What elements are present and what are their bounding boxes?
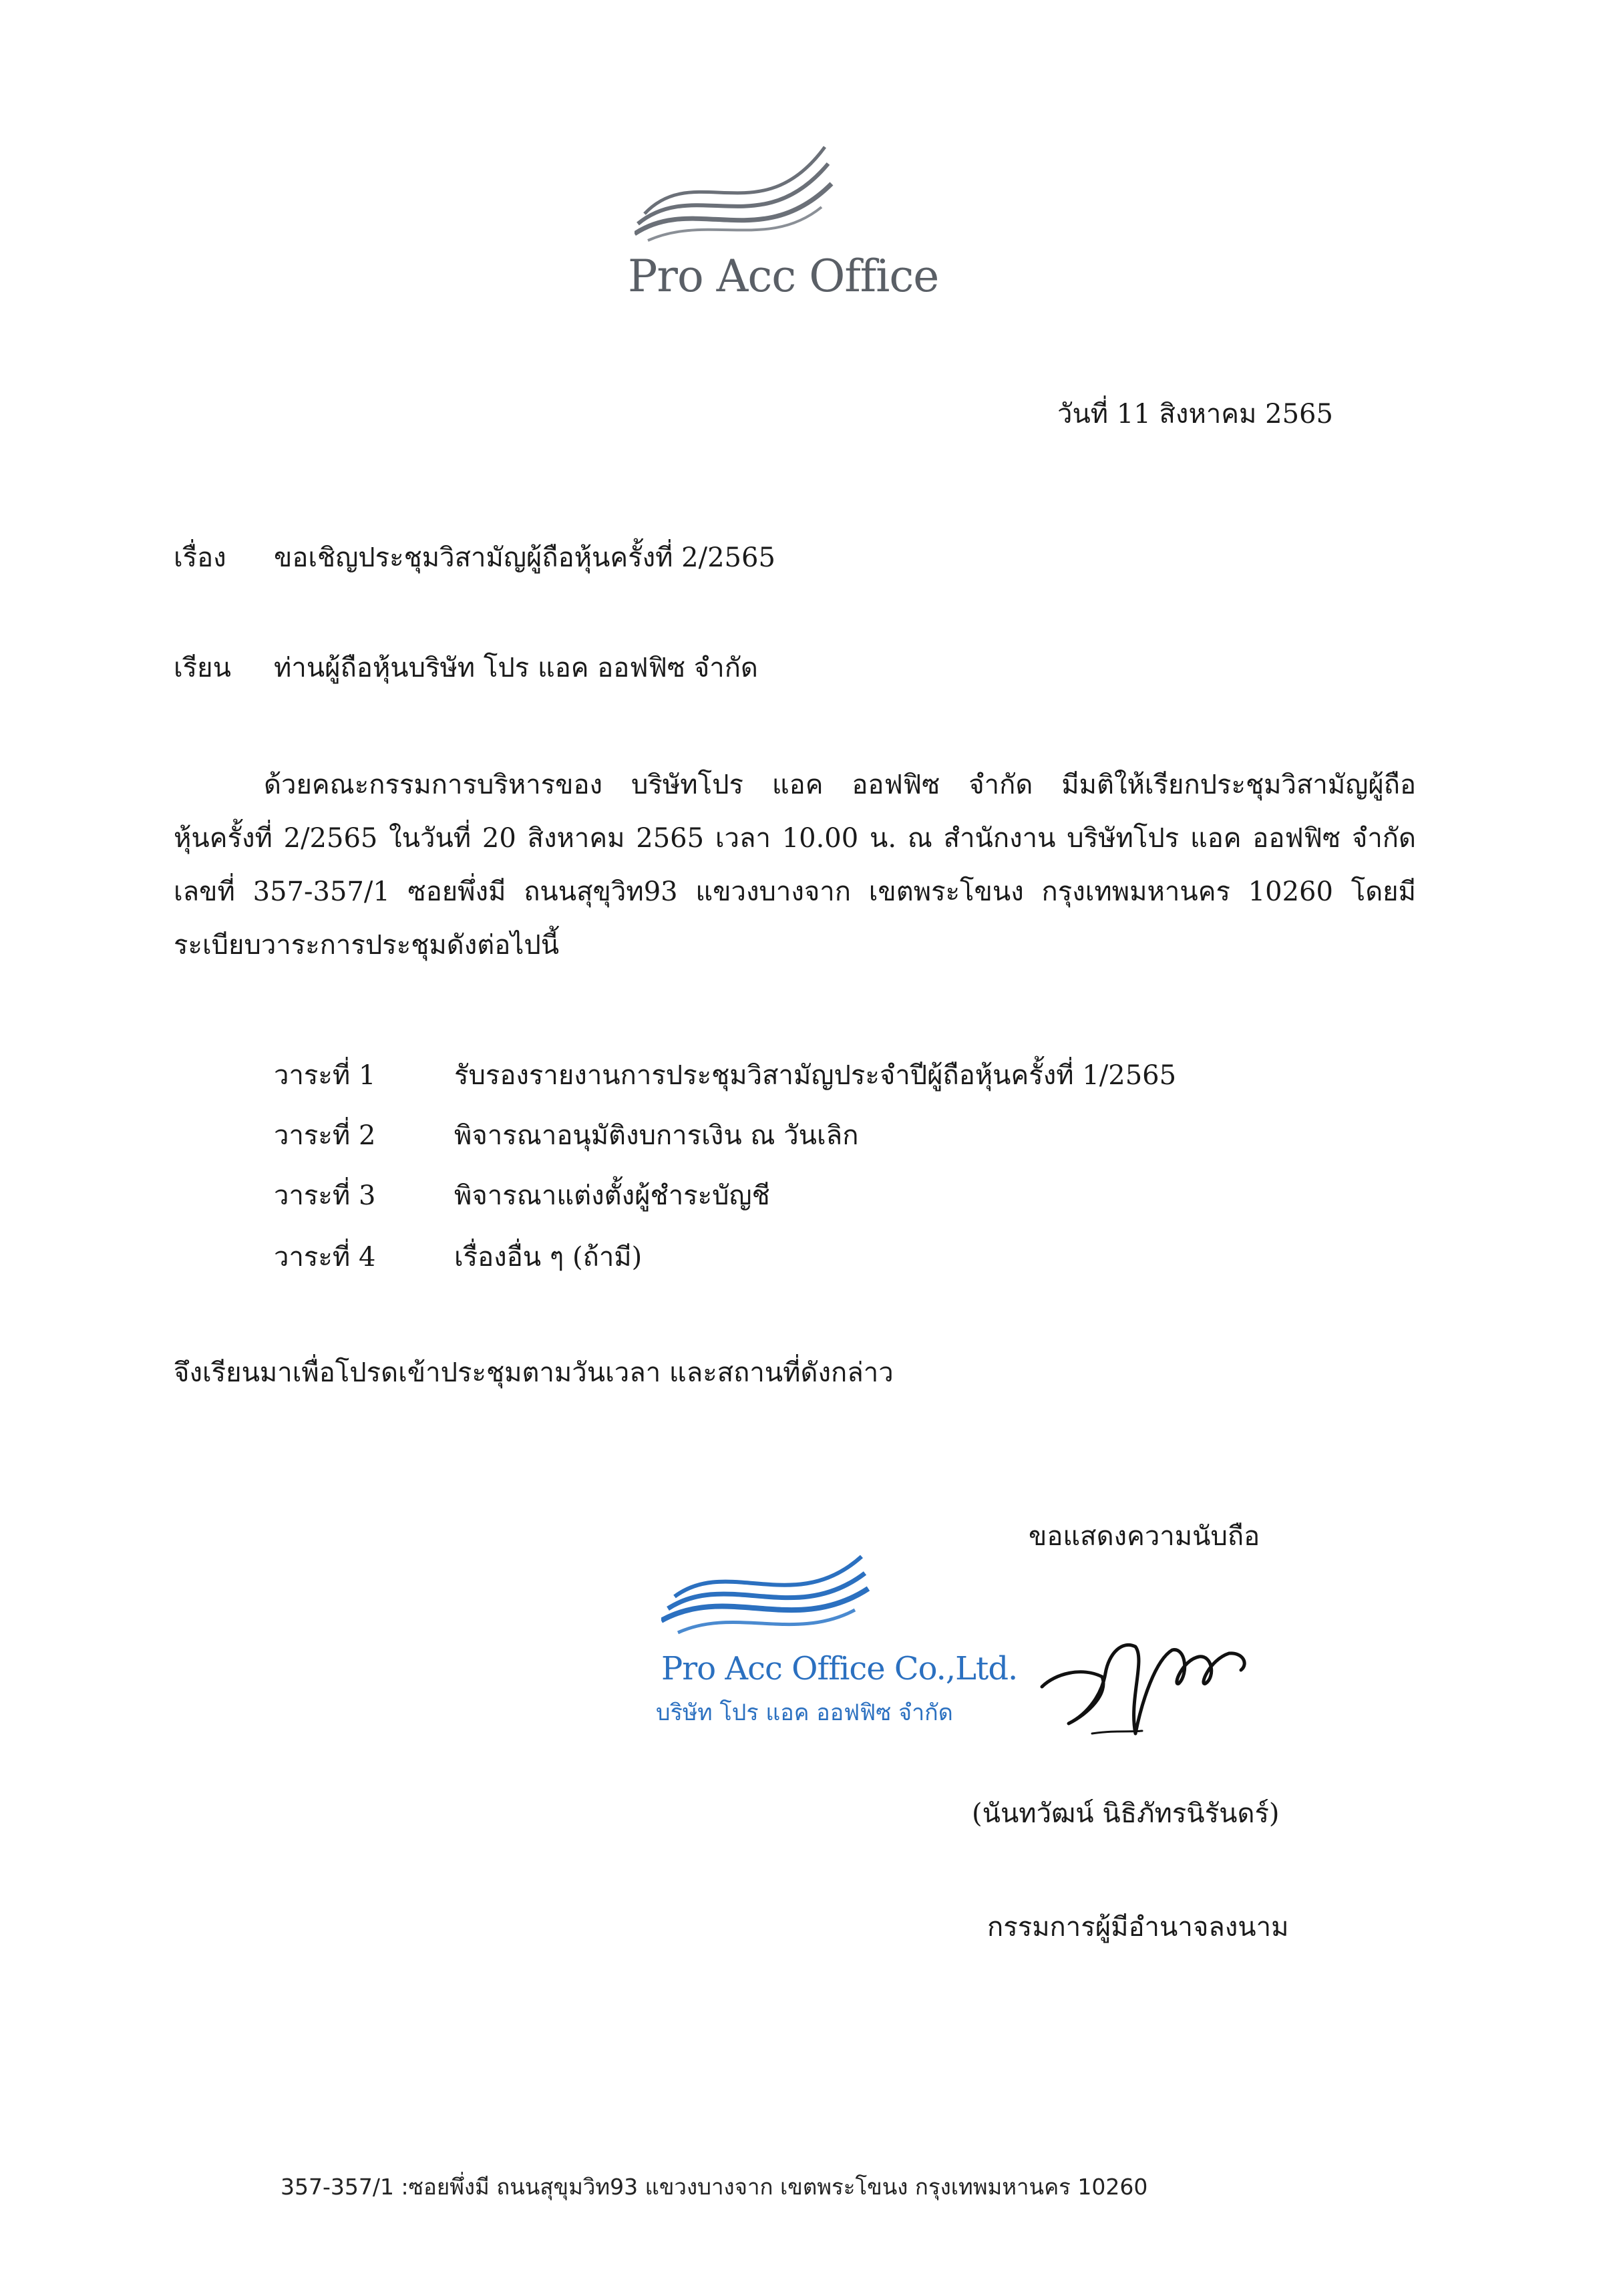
body-paragraph [174,758,1416,972]
subject-text: ขอเชิญประชุมวิสามัญผู้ถือหุ้นครั้งที่ 2/2565 [274,542,775,573]
agenda-text: พิจารณาอนุมัติงบการเงิน ณ วันเลิก [454,1120,859,1151]
body-line-3: เลขที่ 357-357/1 ซอยพึ่งมี ถนนสุขุวิท93 แขวงบางจาก เขตพระโขนง กรุงเทพมหานคร 10260 โดยมี [174,876,1416,907]
body-line-1: ด้วยคณะกรรมการบริหารของ บริษัทโปร แอค ออฟฟิซ จำกัด มีมติให้เรียกประชุมวิสามัญผู้ถือ [264,770,1416,800]
stamp-company-en: Pro Acc Office Co.,Ltd. [661,1650,1018,1687]
signatory-title: กรรมการผู้มีอำนาจลงนาม [987,1912,1289,1943]
logo-text: Pro Acc Office [628,251,939,302]
closing-text: จึงเรียนมาเพื่อโปรดเข้าประชุมตามวันเวลา และสถานที่ดังกล่าว [174,1357,894,1388]
company-logo [621,134,955,307]
agenda-text: รับรองรายงานการประชุมวิสามัญประจำปีผู้ถือหุ้นครั้งที่ 1/2565 [454,1060,1177,1091]
body-line-2: หุ้นครั้งที่ 2/2565 ในวันที่ 20 สิงหาคม 2565 เวลา 10.00 น. ณ สำนักงาน บริษัทโปร แอค ออฟฟิซ จำกัด [174,823,1416,854]
recipient-label: เรียน [174,653,231,683]
stamp-company-th: บริษัท โปร แอค ออฟฟิซ จำกัด [656,1699,953,1726]
regards-text: ขอแสดงความนับถือ [1029,1521,1260,1552]
footer-address: 357-357/1 :ซอยพึ่งมี ถนนสุขุมวิท93 แขวงบางจาก เขตพระโขนง กรุงเทพมหานคร 10260 [281,2174,1148,2200]
agenda-number: วาระที่ 3 [274,1180,376,1211]
agenda-number: วาระที่ 1 [274,1060,376,1091]
signatory-name: (นันทวัฒน์ นิธิภัทรนิรันดร์) [972,1798,1280,1829]
stamp-waves-icon [661,1543,875,1643]
recipient-text: ท่านผู้ถือหุ้นบริษัท โปร แอค ออฟฟิซ จำกัด [274,653,758,683]
agenda-number: วาระที่ 4 [274,1242,376,1273]
agenda-text: พิจารณาแต่งตั้งผู้ชำระบัญชี [454,1180,770,1211]
subject-label: เรื่อง [174,542,226,573]
company-stamp [641,1543,1018,1744]
body-line-4: ระเบียบวาระการประชุมดังต่อไปนี้ [174,930,560,961]
logo-waves-icon [635,134,835,247]
signature-icon [1029,1600,1269,1760]
agenda-number: วาระที่ 2 [274,1120,376,1151]
letter-date: วันที่ 11 สิงหาคม 2565 [1057,399,1333,430]
agenda-text: เรื่องอื่น ๆ (ถ้ามี) [454,1242,643,1273]
